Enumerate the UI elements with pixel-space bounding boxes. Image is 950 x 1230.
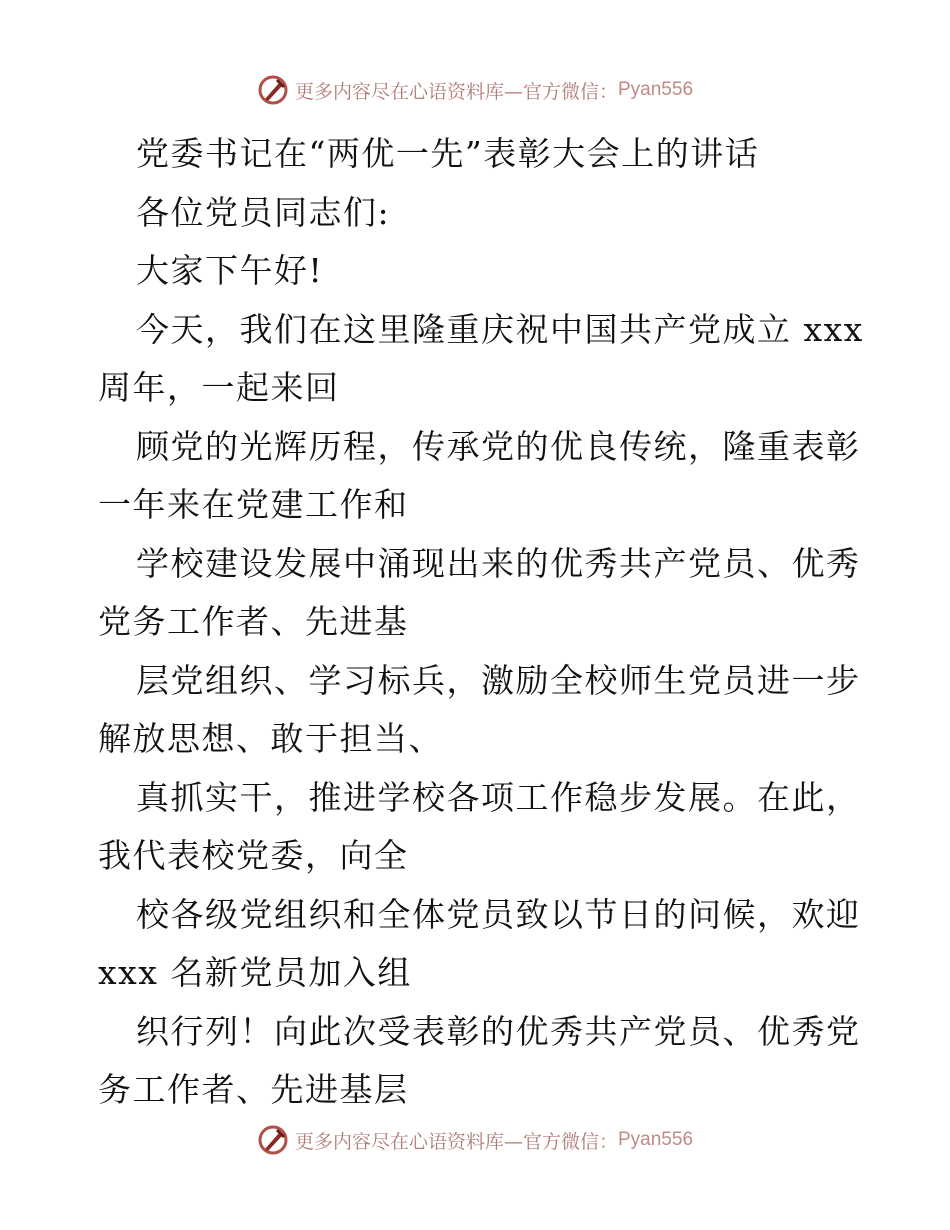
watermark-footer	[0, 1120, 950, 1160]
paragraph-line: 真抓实干，推进学校各项工作稳步发展。在此，	[136, 777, 861, 817]
quill-logo-icon	[257, 74, 289, 106]
greeting: 大家下午好!	[136, 251, 324, 290]
speech-body	[98, 125, 864, 1120]
quill-logo-icon	[257, 1124, 289, 1156]
paragraph-line: 解放思想、敢于担当、	[98, 719, 443, 758]
paragraph-line: xxx 名新党员加入组	[98, 953, 412, 992]
paragraph-line: 周年，一起来回	[98, 368, 340, 407]
paragraph-line: 学校建设发展中涌现出来的优秀共产党员、优秀	[136, 543, 861, 583]
paragraph-line: 校各级党组织和全体党员致以节日的问候，欢迎	[136, 894, 861, 934]
salutation: 各位党员同志们:	[136, 192, 391, 232]
paragraph-line: 层党组织、学习标兵，激励全校师生党员进一步	[136, 660, 861, 700]
paragraph-line: 今天，我们在这里隆重庆祝中国共产党成立 xxx	[136, 309, 864, 349]
paragraph-line: 织行列！向此次受表彰的优秀共产党员、优秀党	[136, 1011, 861, 1051]
paragraph-line: 顾党的光辉历程，传承党的优良传统，隆重表彰	[136, 426, 861, 466]
watermark-text: 更多内容尽在心语资料库—官方微信：	[294, 80, 618, 103]
paragraph-line: 党务工作者、先进基	[98, 602, 409, 641]
paragraph-line: 一年来在党建工作和	[98, 485, 409, 524]
watermark-text: 更多内容尽在心语资料库—官方微信：	[294, 1130, 618, 1153]
paragraph-line: 务工作者、先进基层	[98, 1070, 409, 1109]
watermark-wechat-id: Pyan556	[618, 79, 694, 100]
watermark-header	[0, 70, 950, 110]
paragraph-line: 我代表校党委，向全	[98, 836, 409, 875]
watermark-wechat-id: Pyan556	[618, 1129, 694, 1150]
speech-title: 党委书记在“两优一先”表彰大会上的讲话	[136, 134, 760, 173]
